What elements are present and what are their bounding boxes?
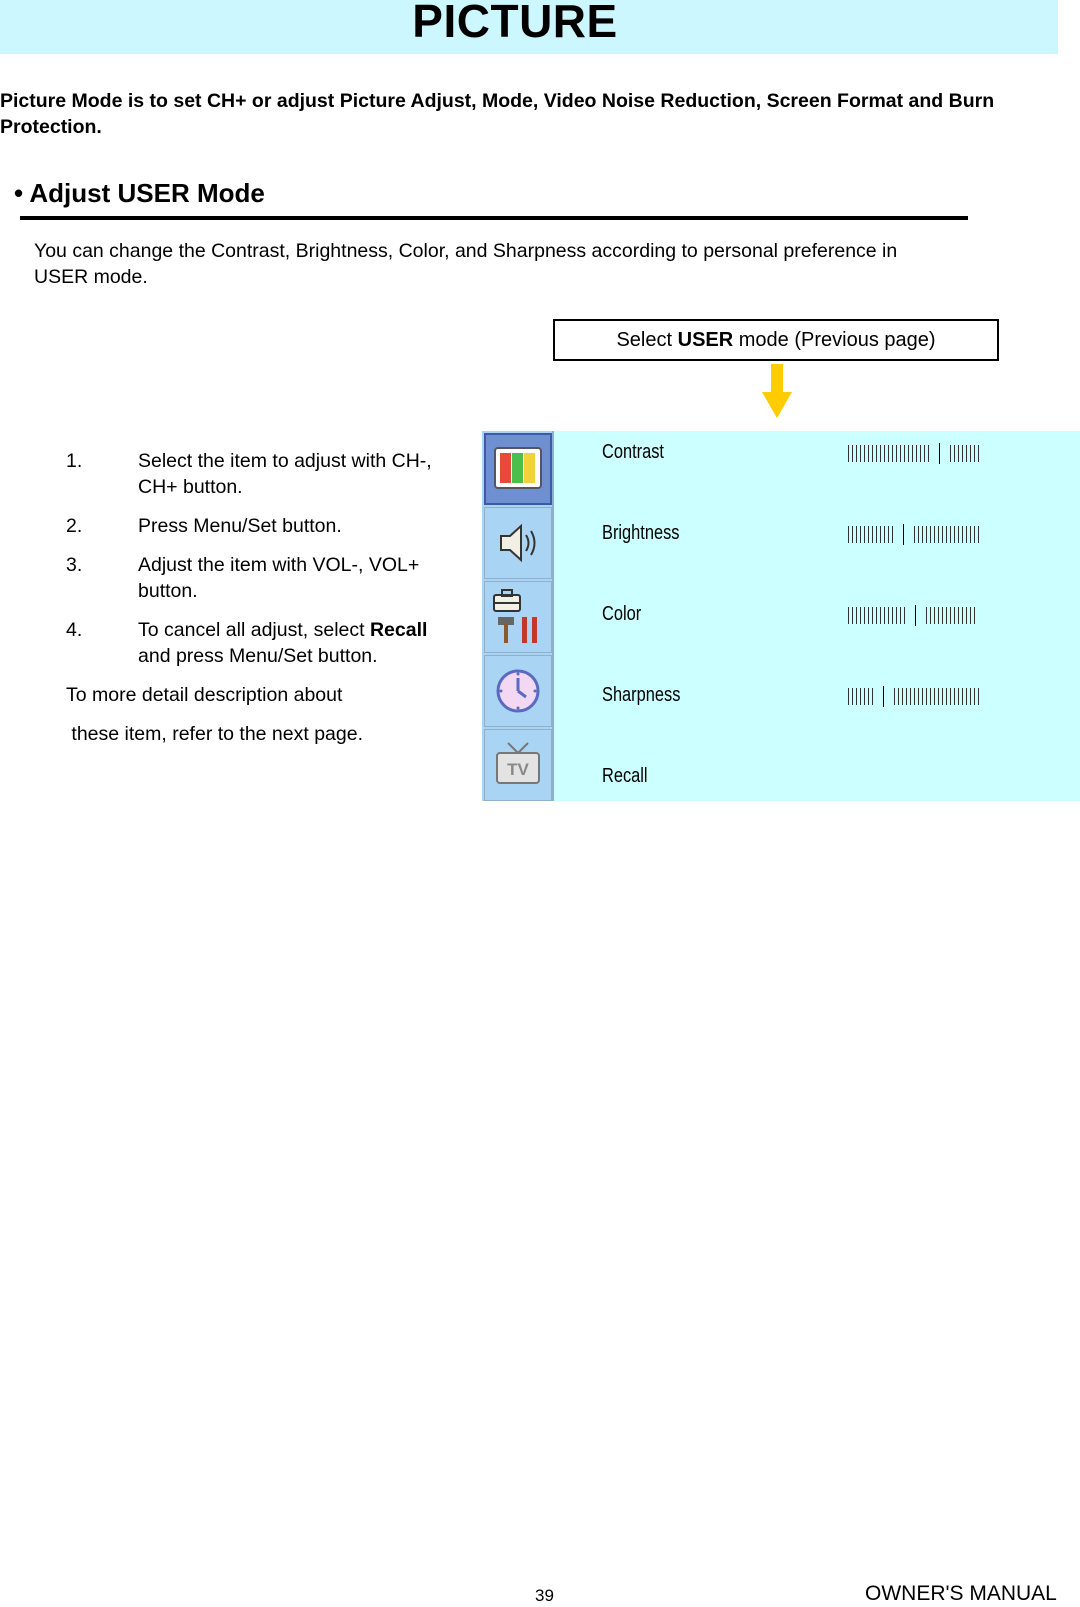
level-tick	[926, 607, 927, 624]
level-tick	[954, 607, 955, 624]
osd-menu	[482, 431, 1080, 801]
level-tick	[880, 607, 881, 624]
level-tick	[958, 688, 959, 705]
level-tick	[978, 445, 979, 462]
level-tick	[900, 607, 901, 624]
section-heading-text: Adjust USER Mode	[29, 178, 265, 208]
level-tick	[926, 688, 927, 705]
level-tick	[974, 688, 975, 705]
step-text-post: and press Menu/Set button.	[138, 645, 378, 667]
level-tick	[860, 607, 861, 624]
menu-label: Brightness	[602, 522, 680, 544]
level-tick	[856, 445, 857, 462]
level-tick	[916, 445, 917, 462]
level-marker	[915, 605, 916, 626]
intro-text: Picture Mode is to set CH+ or adjust Picture Adjust, Mode, Video Noise Reduction, Screen Format and Burn Protection.	[0, 90, 995, 138]
level-tick	[930, 526, 931, 543]
level-tick	[954, 526, 955, 543]
level-tick	[914, 688, 915, 705]
steps-list	[66, 448, 436, 760]
level-tick	[970, 688, 971, 705]
level-tick	[892, 445, 893, 462]
level-tick	[904, 607, 905, 624]
level-tick	[954, 688, 955, 705]
level-tick	[906, 688, 907, 705]
sharpness-level-bar[interactable]	[848, 686, 982, 707]
level-tick	[974, 607, 975, 624]
level-tick	[888, 526, 889, 543]
callout-box	[553, 319, 999, 361]
level-tick	[950, 445, 951, 462]
page-number: 39	[535, 1586, 554, 1605]
level-tick	[942, 688, 943, 705]
level-tick	[946, 607, 947, 624]
level-tick	[930, 607, 931, 624]
level-tick	[962, 607, 963, 624]
menu-label: Color	[602, 603, 642, 625]
bullet: •	[14, 178, 24, 208]
level-tick	[852, 688, 853, 705]
level-tick	[908, 445, 909, 462]
callout-suffix: mode (Previous page)	[733, 329, 936, 351]
level-tick	[942, 607, 943, 624]
level-tick	[864, 607, 865, 624]
level-tick	[864, 445, 865, 462]
level-tick	[938, 607, 939, 624]
level-marker	[903, 524, 904, 545]
step-text: Press Menu/Set button.	[138, 515, 342, 537]
level-tick	[860, 688, 861, 705]
color-level-bar[interactable]	[848, 605, 978, 626]
level-tick	[966, 445, 967, 462]
level-tick	[970, 607, 971, 624]
step-number: 4.	[66, 619, 83, 641]
level-tick	[860, 445, 861, 462]
level-tick	[904, 445, 905, 462]
level-tick	[872, 688, 873, 705]
recall-keyword: Recall	[369, 619, 428, 641]
level-tick	[868, 445, 869, 462]
level-tick	[950, 526, 951, 543]
level-tick	[920, 445, 921, 462]
level-tick	[928, 445, 929, 462]
level-tick	[922, 688, 923, 705]
level-tick	[880, 526, 881, 543]
level-tick	[974, 445, 975, 462]
level-tick	[892, 607, 893, 624]
level-tick	[888, 607, 889, 624]
level-tick	[970, 526, 971, 543]
level-tick	[978, 526, 979, 543]
step-item	[66, 552, 436, 604]
level-tick	[848, 526, 849, 543]
level-tick	[868, 688, 869, 705]
level-tick	[962, 688, 963, 705]
footer-title: OWNER'S MANUAL	[865, 1582, 1057, 1605]
level-tick	[938, 526, 939, 543]
level-tick	[918, 526, 919, 543]
step-item	[66, 513, 436, 539]
step-item	[66, 617, 436, 669]
level-tick	[856, 607, 857, 624]
level-tick	[966, 607, 967, 624]
level-tick	[974, 526, 975, 543]
level-tick	[962, 526, 963, 543]
level-tick	[966, 526, 967, 543]
level-tick	[872, 607, 873, 624]
level-tick	[966, 688, 967, 705]
level-tick	[848, 445, 849, 462]
level-tick	[958, 526, 959, 543]
level-tick	[864, 526, 865, 543]
level-tick	[872, 526, 873, 543]
level-tick	[962, 445, 963, 462]
level-marker	[939, 443, 940, 464]
level-tick	[852, 607, 853, 624]
level-tick	[848, 688, 849, 705]
level-tick	[896, 607, 897, 624]
note-line-2: these item, refer to the next page.	[66, 723, 364, 745]
level-tick	[884, 526, 885, 543]
step-number: 3.	[66, 554, 83, 576]
step-item	[66, 448, 436, 500]
level-tick	[872, 445, 873, 462]
level-tick	[970, 445, 971, 462]
step-text: Adjust the item with VOL-, VOL+ button.	[138, 554, 420, 602]
level-tick	[918, 688, 919, 705]
level-tick	[856, 688, 857, 705]
brightness-level-bar[interactable]	[848, 524, 982, 545]
level-tick	[876, 607, 877, 624]
level-tick	[914, 526, 915, 543]
step-text: Select the item to adjust with CH-, CH+ button.	[138, 450, 432, 498]
step-number: 2.	[66, 515, 83, 537]
section-heading	[14, 178, 265, 209]
level-tick	[852, 445, 853, 462]
level-tick	[880, 445, 881, 462]
level-tick	[924, 445, 925, 462]
menu-row-contrast[interactable]	[482, 441, 1080, 471]
level-tick	[856, 526, 857, 543]
level-tick	[942, 526, 943, 543]
level-tick	[954, 445, 955, 462]
svg-text:TV: TV	[507, 760, 529, 779]
level-tick	[946, 688, 947, 705]
menu-label: Recall	[602, 765, 648, 787]
menu-row-color[interactable]	[482, 603, 1080, 633]
level-tick	[950, 607, 951, 624]
level-tick	[978, 688, 979, 705]
level-tick	[892, 526, 893, 543]
level-tick	[958, 445, 959, 462]
level-tick	[876, 526, 877, 543]
level-tick	[852, 526, 853, 543]
level-tick	[888, 445, 889, 462]
level-tick	[922, 526, 923, 543]
note-line-1: To more detail description about	[66, 684, 343, 706]
menu-row-sharpness[interactable]	[482, 684, 1080, 714]
callout-bold: USER	[677, 329, 734, 351]
level-tick	[884, 445, 885, 462]
down-arrow-icon	[760, 364, 794, 420]
level-tick	[898, 688, 899, 705]
level-tick	[860, 526, 861, 543]
level-tick	[884, 607, 885, 624]
level-tick	[946, 526, 947, 543]
menu-label: Contrast	[602, 441, 664, 463]
menu-row-recall[interactable]	[482, 765, 1080, 795]
level-tick	[896, 445, 897, 462]
step-text	[138, 617, 436, 669]
level-tick	[876, 445, 877, 462]
level-tick	[900, 445, 901, 462]
step-text-pre: To cancel all adjust, select	[138, 619, 370, 641]
callout-prefix: Select	[616, 329, 678, 351]
level-tick	[912, 445, 913, 462]
level-tick	[950, 688, 951, 705]
menu-row-brightness[interactable]	[482, 522, 1080, 552]
level-tick	[902, 688, 903, 705]
level-tick	[848, 607, 849, 624]
menu-label: Sharpness	[602, 684, 681, 706]
level-tick	[868, 526, 869, 543]
title-bar	[0, 0, 1058, 54]
level-tick	[934, 607, 935, 624]
page-title: PICTURE	[412, 0, 618, 47]
level-tick	[868, 607, 869, 624]
level-tick	[926, 526, 927, 543]
level-tick	[910, 688, 911, 705]
step-number: 1.	[66, 450, 83, 472]
level-tick	[958, 607, 959, 624]
level-tick	[934, 688, 935, 705]
level-tick	[930, 688, 931, 705]
level-tick	[938, 688, 939, 705]
level-tick	[894, 688, 895, 705]
level-tick	[864, 688, 865, 705]
level-tick	[934, 526, 935, 543]
level-marker	[883, 686, 884, 707]
section-divider	[20, 216, 968, 220]
section-description: You can change the Contrast, Brightness, Color, and Sharpness according to personal preference in USER mode.	[34, 240, 898, 288]
contrast-level-bar[interactable]	[848, 443, 982, 464]
